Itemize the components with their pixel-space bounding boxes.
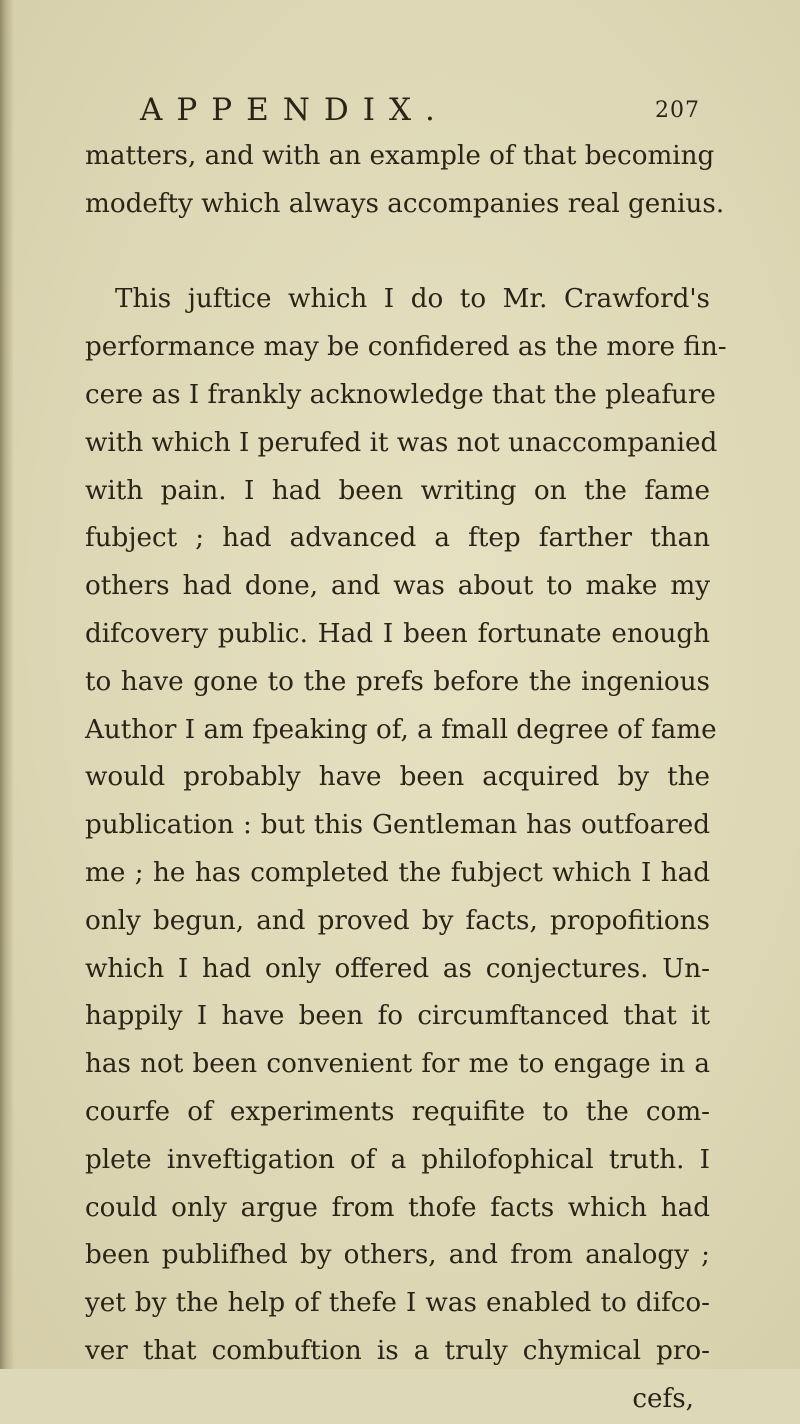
text-line: has not been convenient for me to engage in a <box>85 1049 710 1080</box>
binding-shadow <box>0 0 14 1369</box>
text-line: publication : but this Gentleman has outfoared <box>85 810 710 841</box>
catchword: cefs, <box>632 1383 694 1414</box>
text-line: modefty which always accompanies real genius. <box>85 188 725 219</box>
text-line: been publifhed by others, and from analogy ; <box>85 1240 710 1271</box>
text-line: with which I perufed it was not unaccompanied <box>85 427 718 458</box>
text-line: cere as I frankly acknowledge that the pleafure <box>85 379 716 410</box>
paragraph-gap <box>85 229 710 277</box>
text-line: happily I have been fo circumftanced that it <box>85 1001 710 1032</box>
running-title: APPENDIX. <box>140 92 449 128</box>
page-header <box>140 92 700 132</box>
text-line: difcovery public. Had I been fortunate enough <box>85 618 710 649</box>
text-line: could only argue from thofe facts which had <box>85 1192 710 1223</box>
text-line: which I had only offered as conjectures. Un- <box>85 953 710 984</box>
text-line: performance may be confidered as the more fin- <box>85 332 727 363</box>
text-line: yet by the help of thefe I was enabled to difco- <box>85 1288 710 1319</box>
text-line: would probably have been acquired by the <box>85 762 710 793</box>
text-line: Author I am fpeaking of, a fmall degree of fame <box>85 714 717 745</box>
text-line: others had done, and was about to make my <box>85 571 710 602</box>
text-line: ver that combuftion is a truly chymical pro- <box>85 1335 710 1366</box>
text-line: with pain. I had been writing on the fame <box>85 475 710 506</box>
text-line: matters, and with an example of that becoming <box>85 141 715 171</box>
text-line: me ; he has completed the fubject which I had <box>85 857 710 888</box>
text-line: to have gone to the prefs before the ingenious <box>85 666 710 697</box>
body-text <box>85 133 727 1424</box>
text-line: plete inveftigation of a philofophical truth. I <box>85 1144 710 1175</box>
text-line: only begun, and proved by facts, propofitions <box>85 905 710 936</box>
text-line: courfe of experiments requifite to the com- <box>85 1096 710 1127</box>
text-line: fubject ; had advanced a ftep farther than <box>85 523 710 554</box>
text-line: This juftice which I do to Mr. Crawford's <box>115 284 710 315</box>
page-number: 207 <box>655 98 700 123</box>
